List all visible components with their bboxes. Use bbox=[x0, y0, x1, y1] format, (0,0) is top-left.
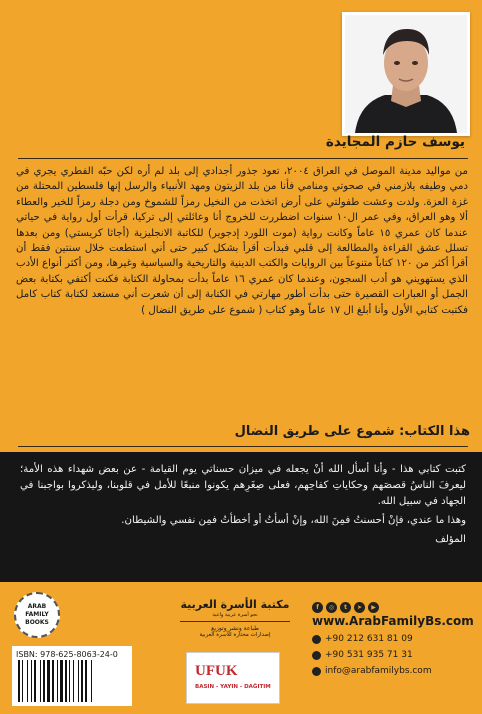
logo-divider bbox=[180, 621, 290, 622]
phone-number: +90 212 631 81 09 bbox=[325, 634, 413, 644]
author-portrait-image bbox=[345, 15, 467, 133]
book-blurb bbox=[20, 462, 466, 551]
publisher-services: طباعة ونشر وتوزيع bbox=[211, 625, 259, 632]
publisher-series: إصدارات مختارة للأسرة العربية bbox=[199, 632, 271, 638]
badge-line: BOOKS bbox=[25, 619, 49, 626]
author-bio: من مواليد مدينة الموصل في العراق ٢٠٠٤، تعود جذور أجدادي إلى بلد لم أره لكن حبّه الفطري يجري في دمي وطيفه يلازمني في صحوتي ومنامي فأنا من بلد الزيتون ومهد الأنبياء والرسل إنها فلسطين المحتلة من غزة العزة. ولدت وعشت طفولتي على أرض اتخذت من النخيل رمزاً للشموخ ومن دجلة رمزاً للخير والعطاء ألا وهو العراق، وفي عمر ال١٠ سنوات اضطررت للخروج أنا وعائلتي إلى تركيا، قرأت أول رواية في حياتي عندما كان عمري ١٥ عاماً وكانت رواية (موت اللورد إدجوير) للكاتبة الانجليزية (أجاثا كريستي) ومن بعدها تسلل عشق القراءة والمطالعة إلى قلبي فبدأت أقرأ بشكل كبير حتى أني استطعت خلال سنتين فقط أن أقرأ أكثر من ١٢٠ كتاباً متنوعاً بين الروايات والكتب الدينية والتاريخية والسياسية وغيرها، ومن أكثر أنواع الأدب الذي يستهويني هو أدب السجون، وعندما كان عمري ١٦ عاماً بدأت بمحاولة الكتابة فكنت أكتفي بكتابة بعض الجمل أو العبارات القصيرة حتى بدأت أطور مهارتي في الكتابة إلى أن شعرت أني مستعد لكتابة كتاب كامل فكتبت كتابي الأول وأنا أبلغ ال ١٧ عاماً وهو كتاب ( شموع على طريق النضال ) bbox=[16, 166, 468, 316]
ufuk-logo bbox=[186, 652, 280, 704]
author-photo bbox=[342, 12, 470, 136]
email-contact[interactable] bbox=[312, 666, 432, 676]
author-name: يوسف حازم المجايدة bbox=[325, 134, 465, 150]
youtube-icon[interactable]: ▶ bbox=[368, 602, 379, 613]
about-book-divider bbox=[18, 446, 468, 447]
ufuk-name: UFUK bbox=[195, 663, 238, 679]
whatsapp-number: +90 531 935 71 31 bbox=[325, 650, 413, 660]
whatsapp-contact[interactable] bbox=[312, 650, 413, 660]
website-link[interactable]: www.ArabFamilyBs.com bbox=[312, 614, 474, 628]
blurb-paragraph: كتبت كتابي هذا - وأنا أسأل الله أنْ يجعله في ميزان حسناتي يوم القيامة - عن بعض شهداء هذه الأمة؛ ليعرفَ الناسُ قصصَهم وحكاياتِ كفاحِهم، فعلى صِغَرِهم يكونوا منبعًا للأمل في قلوبنا، وليذكروا بواجبنا في الجهاد في سبيل الله. bbox=[20, 464, 466, 507]
ufuk-tagline: BASIN - YAYIN - DAĞITIM bbox=[195, 684, 271, 690]
social-icons bbox=[312, 602, 379, 613]
phone-contact[interactable] bbox=[312, 634, 413, 644]
badge-line: ARAB FAMILY bbox=[25, 603, 49, 618]
about-book-heading: هذا الكتاب: شموع على طريق النضال bbox=[234, 424, 470, 439]
instagram-icon[interactable]: ◎ bbox=[326, 602, 337, 613]
publisher-tagline: نحو أسرة عربية واعية bbox=[212, 612, 258, 618]
publisher-badge bbox=[14, 592, 60, 638]
twitter-icon[interactable]: t bbox=[340, 602, 351, 613]
publisher-logo bbox=[176, 598, 294, 638]
email-address: info@arabfamilybs.com bbox=[325, 666, 432, 676]
phone-icon bbox=[312, 635, 321, 644]
author-name-divider bbox=[18, 158, 468, 159]
telegram-icon[interactable]: ➤ bbox=[354, 602, 365, 613]
whatsapp-icon bbox=[312, 651, 321, 660]
barcode-image bbox=[18, 660, 126, 702]
publisher-name: مكتبة الأسرة العربية bbox=[180, 598, 290, 611]
email-icon bbox=[312, 667, 321, 676]
blurb-signature: المؤلف bbox=[435, 534, 466, 545]
isbn-text: ISBN: 978-625-8063-24-0 bbox=[16, 650, 118, 659]
facebook-icon[interactable]: f bbox=[312, 602, 323, 613]
blurb-paragraph: وهذا ما عندي، فإنْ أحسنتُ فمِنَ الله، وإنْ أسأتُ أو أخطأتُ فمِن نفسي والشيطان. bbox=[121, 515, 466, 526]
